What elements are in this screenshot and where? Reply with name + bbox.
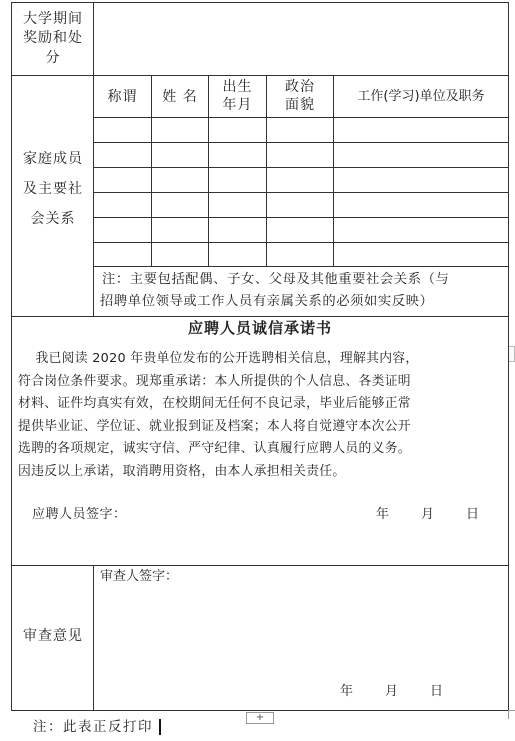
review-opinion-area[interactable] xyxy=(94,588,508,678)
add-row-button[interactable] xyxy=(246,712,274,724)
family-label-line: 会关系 xyxy=(30,211,76,227)
pledge-review-separator xyxy=(11,565,509,566)
table-border-left xyxy=(11,2,12,711)
review-date-day: 日 xyxy=(430,684,444,699)
pledge-paragraph xyxy=(18,348,502,483)
pledge-line: 选聘的各项规定，诚实守信、严守纪律、认真履行应聘人员的义务。 xyxy=(18,441,411,456)
column-header-political-status: 面貌 xyxy=(285,97,315,113)
review-label: 审查意见 xyxy=(23,628,83,644)
table-resize-handle[interactable] xyxy=(509,346,515,362)
family-grid-bottom xyxy=(93,266,508,267)
column-header-birth: 年月 xyxy=(222,97,253,113)
applicant-signature-field[interactable] xyxy=(130,503,350,525)
column-header-political-status: 政治 xyxy=(285,79,315,95)
review-date-month: 月 xyxy=(385,684,399,699)
table-border-bottom xyxy=(11,710,509,711)
plus-icon: + xyxy=(255,712,265,723)
table-row[interactable] xyxy=(94,143,508,167)
awards-label-line: 分 xyxy=(45,50,61,66)
family-pledge-separator xyxy=(11,316,509,317)
table-row[interactable] xyxy=(94,168,508,192)
pledge-line: 我已阅读 2020 年贵单位发布的公开选聘相关信息，理解其内容， xyxy=(18,351,419,366)
awards-label-line: 大学期间 xyxy=(23,11,83,27)
table-row[interactable] xyxy=(94,218,508,242)
pledge-date-month: 月 xyxy=(421,507,435,522)
review-date-year: 年 xyxy=(340,684,354,699)
family-note-line: 注：主要包括配偶、子女、父母及其他重要社会关系（与 xyxy=(102,272,450,287)
table-row[interactable] xyxy=(94,118,508,142)
pledge-title: 应聘人员诚信承诺书 xyxy=(187,319,332,337)
column-header-name: 姓 名 xyxy=(162,89,198,105)
table-corner-handle[interactable] xyxy=(508,710,515,719)
pledge-date-year: 年 xyxy=(376,507,390,522)
family-label-line: 及主要社 xyxy=(23,181,83,197)
table-row[interactable] xyxy=(94,243,508,266)
column-header-workplace: 工作(学习)单位及职务 xyxy=(357,89,485,104)
family-note-line: 招聘单位领导或工作人员有亲属关系的必须如实反映） xyxy=(100,294,434,309)
pledge-line: 符合岗位条件要求。现郑重承诺：本人所提供的个人信息、各类证明 xyxy=(18,373,411,389)
column-header-birth: 出生 xyxy=(222,79,253,95)
family-label-line: 家庭成员 xyxy=(23,151,83,167)
reviewer-signature-label: 审查人签字： xyxy=(100,569,179,584)
pledge-line: 材料、证件均真实有效，在校期间无任何不良记录，毕业后能够正常 xyxy=(18,396,411,411)
pledge-date-day: 日 xyxy=(466,507,480,522)
applicant-signature-label: 应聘人员签字： xyxy=(32,507,127,522)
table-row[interactable] xyxy=(94,193,508,217)
footer-note: 注：此表正反打印 xyxy=(33,719,153,735)
awards-label-line: 奖励和处 xyxy=(23,30,83,46)
text-cursor xyxy=(159,719,161,735)
awards-family-separator xyxy=(11,75,509,76)
awards-input-area[interactable] xyxy=(94,3,508,75)
pledge-line: 提供毕业证、学位证、就业报到证及档案；本人将自觉遵守本次公开 xyxy=(18,418,411,434)
column-header-relation: 称谓 xyxy=(107,89,138,105)
pledge-line: 因违反以上承诺，取消聘用资格，由本人承担相关责任。 xyxy=(18,463,346,479)
